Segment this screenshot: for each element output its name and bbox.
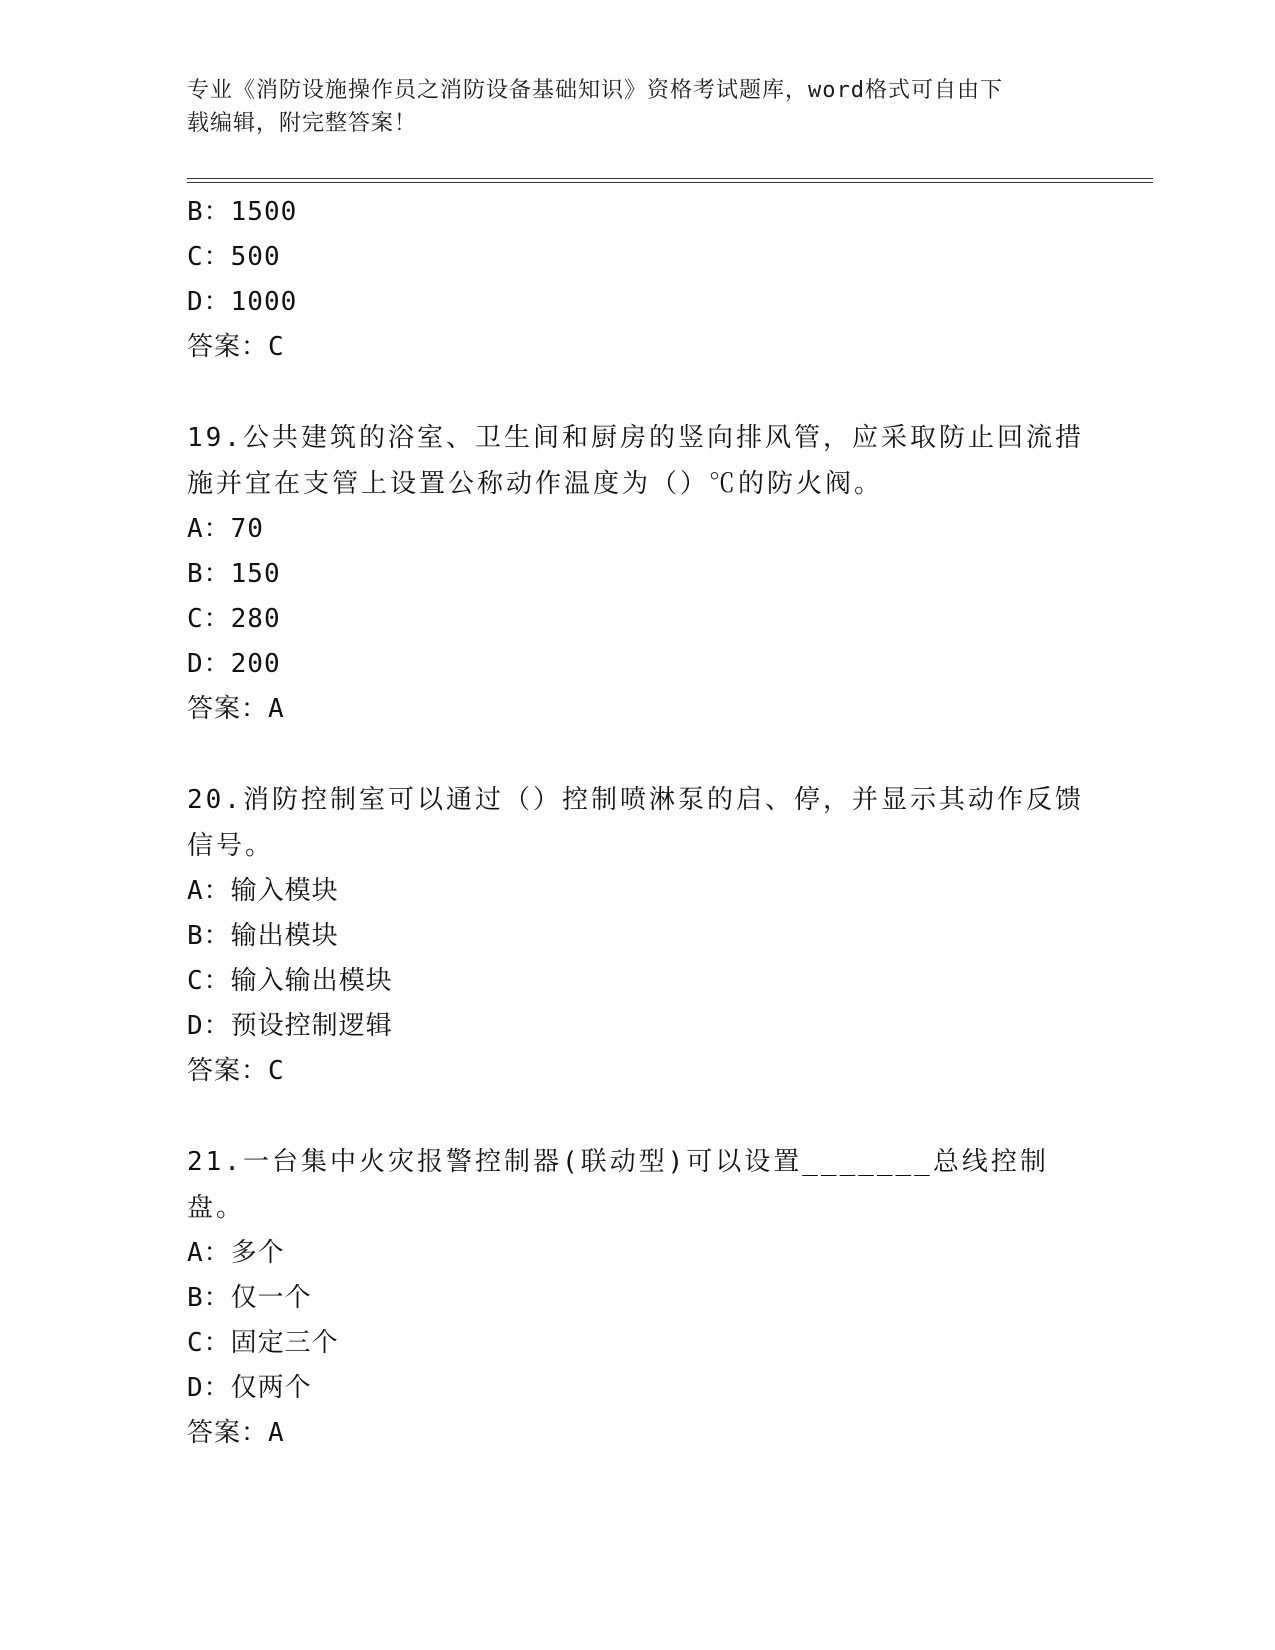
answer-label: 答案：A bbox=[187, 694, 285, 724]
header-line-2: 载编辑，附完整答案！ bbox=[187, 111, 418, 136]
question-18-continued bbox=[187, 190, 1087, 370]
option-c: C：输入输出模块 bbox=[187, 966, 393, 996]
option-c: C：固定三个 bbox=[187, 1328, 339, 1358]
option-c: C：280 bbox=[187, 604, 281, 634]
question-19 bbox=[187, 415, 1087, 732]
answer-label: 答案：C bbox=[187, 1056, 285, 1086]
question-text bbox=[187, 1139, 1087, 1231]
question-text-line-1: 21.一台集中火灾报警控制器(联动型)可以设置_______总线控制盘。 bbox=[187, 1147, 1049, 1223]
option-d: D：预设控制逻辑 bbox=[187, 1011, 393, 1041]
option-b: B：仅一个 bbox=[187, 1283, 312, 1313]
question-text bbox=[187, 415, 1087, 507]
option-b: B：输出模块 bbox=[187, 921, 339, 951]
question-list bbox=[187, 190, 1087, 1456]
question-text bbox=[187, 777, 1087, 869]
question-20 bbox=[187, 777, 1087, 1094]
answer-label: 答案：A bbox=[187, 1418, 285, 1448]
question-text-line-2: 信号。 bbox=[187, 831, 275, 861]
document-header bbox=[187, 74, 1067, 140]
question-text-line-2: 施并宜在支管上设置公称动作温度为（）℃的防火阀。 bbox=[187, 469, 884, 499]
option-d: D：1000 bbox=[187, 287, 298, 317]
question-21 bbox=[187, 1139, 1087, 1456]
option-b: B：1500 bbox=[187, 197, 298, 227]
option-a: A：多个 bbox=[187, 1238, 285, 1268]
option-b: B：150 bbox=[187, 559, 281, 589]
option-d: D：200 bbox=[187, 649, 281, 679]
header-line-1: 专业《消防设施操作员之消防设备基础知识》资格考试题库，word格式可自由下 bbox=[187, 78, 1003, 103]
question-text-line-1: 20.消防控制室可以通过（）控制喷淋泵的启、停，并显示其动作反馈 bbox=[187, 785, 1084, 815]
answer-label: 答案：C bbox=[187, 332, 285, 362]
header-divider bbox=[187, 178, 1153, 183]
option-a: A：70 bbox=[187, 514, 264, 544]
question-text-line-1: 19.公共建筑的浴室、卫生间和厨房的竖向排风管，应采取防止回流措 bbox=[187, 423, 1084, 453]
option-a: A：输入模块 bbox=[187, 876, 339, 906]
option-c: C：500 bbox=[187, 242, 281, 272]
option-d: D：仅两个 bbox=[187, 1373, 312, 1403]
